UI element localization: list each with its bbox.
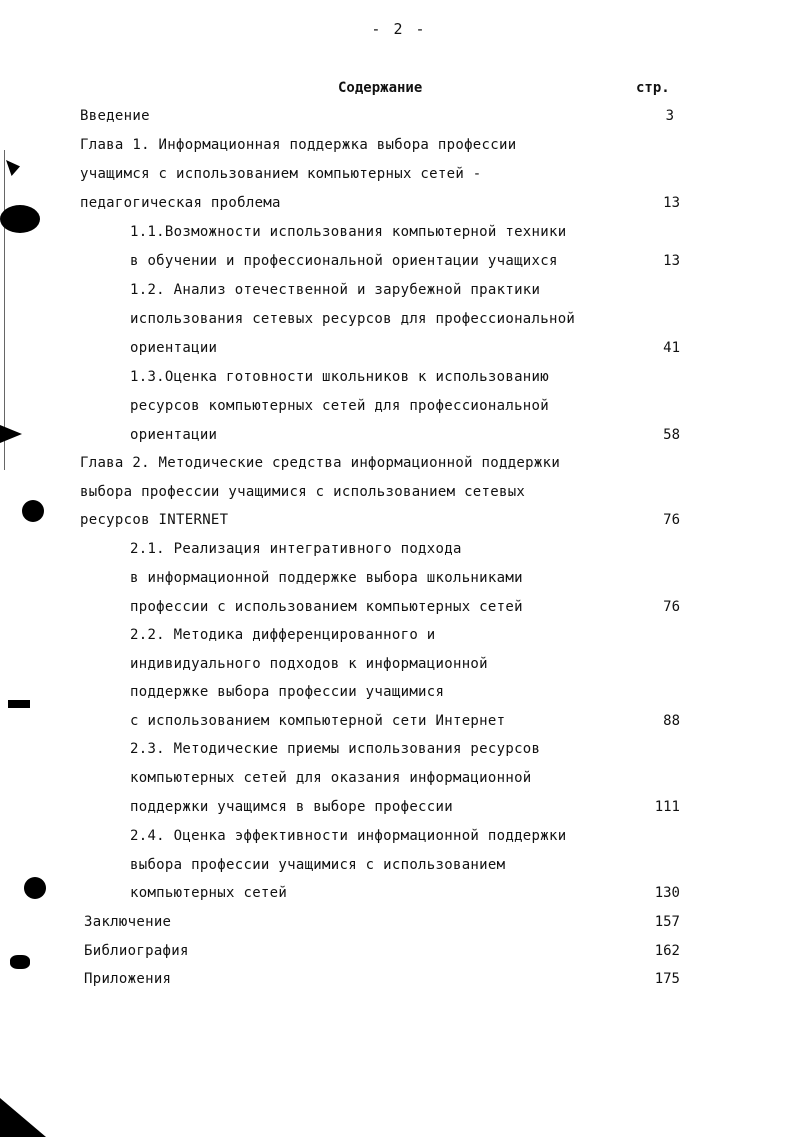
toc-ch2-line: выбора профессии учащимися с использованием сетевых bbox=[80, 484, 526, 500]
scan-blot bbox=[6, 160, 20, 176]
toc-ch1-line: Глава 1. Информационная поддержка выбора профессии bbox=[80, 137, 517, 153]
toc-s13-line: 1.3.Оценка готовности школьников к использованию bbox=[130, 369, 549, 385]
toc-ch2-page: 76 bbox=[663, 512, 680, 528]
toc-ch2-line: Глава 2. Методические средства информационной поддержки bbox=[80, 455, 561, 471]
scan-edge bbox=[4, 150, 5, 470]
toc-s22-line: с использованием компьютерной сети Интернет bbox=[130, 713, 506, 729]
toc-s22-page: 88 bbox=[663, 713, 680, 729]
toc-s12-page: 41 bbox=[663, 340, 680, 356]
toc-s12-line: использования сетевых ресурсов для профессиональной bbox=[130, 311, 576, 327]
toc-s21-line: 2.1. Реализация интегративного подхода bbox=[130, 541, 462, 557]
toc-ch1-line: педагогическая проблема bbox=[80, 195, 281, 211]
scan-blot bbox=[22, 500, 44, 522]
scan-blot bbox=[10, 955, 30, 969]
toc-ch2-line: ресурсов INTERNET bbox=[80, 512, 229, 528]
toc-s13-line: ресурсов компьютерных сетей для профессиональной bbox=[130, 398, 549, 414]
toc-s23-page: 111 bbox=[654, 799, 680, 815]
toc-s13-line: ориентации bbox=[130, 427, 218, 443]
toc-conclusion: Заключение bbox=[84, 914, 172, 930]
toc-s23-line: компьютерных сетей для оказания информационной bbox=[130, 770, 532, 786]
page-column-header: стр. bbox=[636, 80, 670, 96]
toc-ch1-line: учащимся с использованием компьютерных сетей - bbox=[80, 166, 482, 182]
toc-s24-line: 2.4. Оценка эффективности информационной поддержки bbox=[130, 828, 567, 844]
toc-s12-line: 1.2. Анализ отечественной и зарубежной практики bbox=[130, 282, 541, 298]
toc-s24-line: компьютерных сетей bbox=[130, 885, 288, 901]
toc-s12-line: ориентации bbox=[130, 340, 218, 356]
toc-s21-page: 76 bbox=[663, 599, 680, 615]
toc-s23-line: поддержки учащимся в выборе профессии bbox=[130, 799, 453, 815]
page-title: Содержание bbox=[338, 80, 423, 96]
toc-appendix: Приложения bbox=[84, 971, 172, 987]
toc-s11-page: 13 bbox=[663, 253, 680, 269]
page-number: - 2 - bbox=[371, 20, 427, 38]
toc-s13-page: 58 bbox=[663, 427, 680, 443]
scan-blot bbox=[0, 205, 40, 233]
toc-s23-line: 2.3. Методические приемы использования ресурсов bbox=[130, 741, 541, 757]
toc-appendix-page: 175 bbox=[654, 971, 680, 987]
toc-s22-line: поддержке выбора профессии учащимися bbox=[130, 684, 445, 700]
toc-s21-line: в информационной поддержке выбора школьниками bbox=[130, 570, 523, 586]
toc-s11-line: в обучении и профессиональной ориентации учащихся bbox=[130, 253, 558, 269]
scan-blot bbox=[8, 700, 30, 708]
scan-blot bbox=[24, 877, 46, 899]
toc-ch1-page: 13 bbox=[663, 195, 680, 211]
toc-bibliography: Библиография bbox=[84, 943, 189, 959]
toc-s21-line: профессии с использованием компьютерных сетей bbox=[130, 599, 523, 615]
toc-s24-page: 130 bbox=[654, 885, 680, 901]
toc-conclusion-page: 157 bbox=[654, 914, 680, 930]
toc-intro-page: 3 bbox=[665, 108, 674, 124]
toc-intro: Введение bbox=[80, 108, 150, 124]
toc-s22-line: индивидуального подходов к информационной bbox=[130, 656, 488, 672]
toc-s11-line: 1.1.Возможности использования компьютерной техники bbox=[130, 224, 567, 240]
toc-s24-line: выбора профессии учащимися с использованием bbox=[130, 857, 506, 873]
scan-blot bbox=[0, 425, 22, 443]
toc-bibliography-page: 162 bbox=[654, 943, 680, 959]
toc-s22-line: 2.2. Методика дифференцированного и bbox=[130, 627, 436, 643]
scan-blot bbox=[0, 1098, 46, 1137]
